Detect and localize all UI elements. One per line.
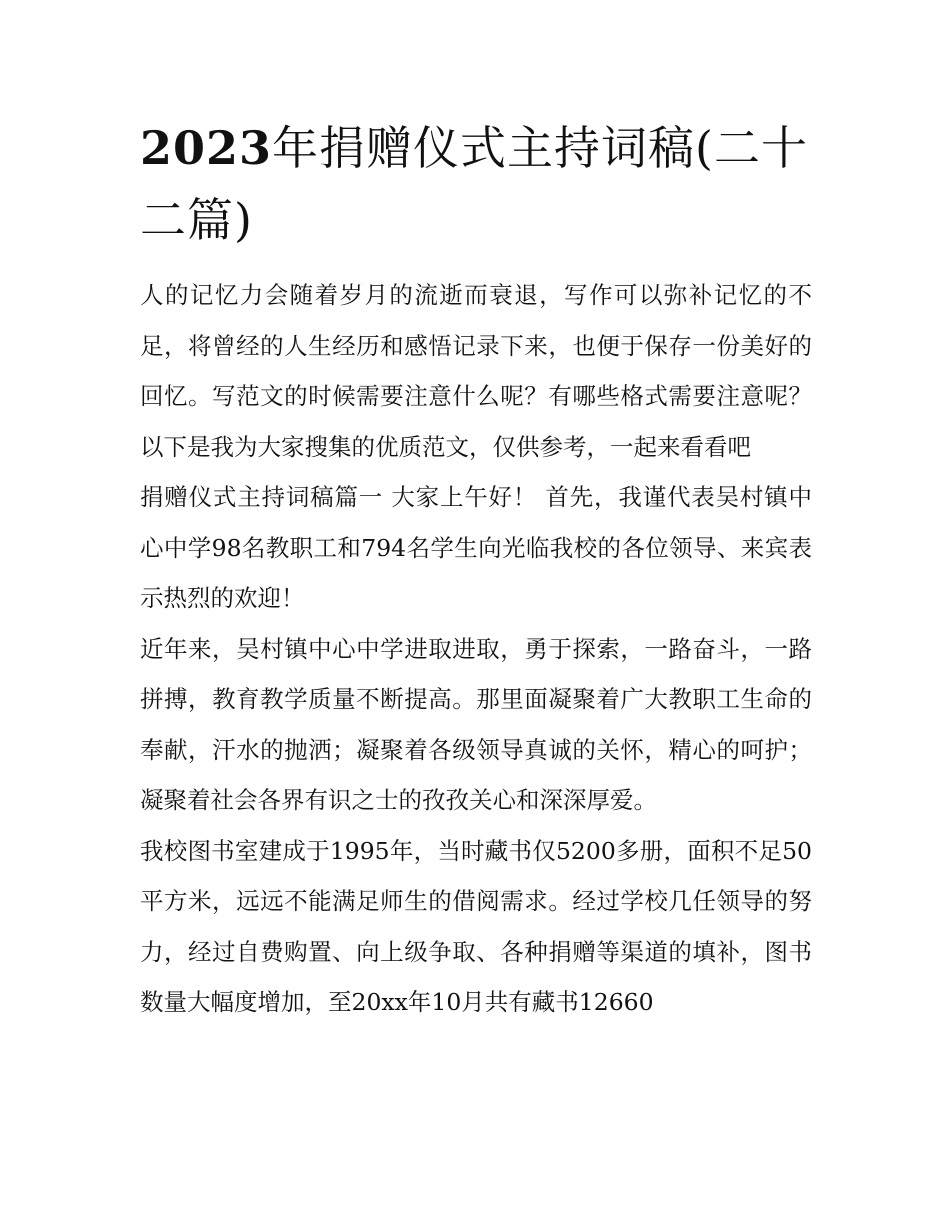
title-year: 2023 <box>140 121 273 175</box>
title-text: 年捐赠仪式主持词稿(二十二篇) <box>140 121 808 247</box>
document-page <box>140 112 812 1028</box>
school-progress-paragraph: 近年来，吴村镇中心中学进取进取，勇于探索，一路奋斗，一路拼搏，教育教学质量不断提高。那里面凝聚着广大教职工生命的奉献，汗水的抛洒；凝聚着各级领导真诚的关怀，精心的呵护；凝聚着社会各界有识之士的孜孜关心和深深厚爱。 <box>140 634 812 814</box>
library-history-paragraph: 我校图书室建成于1995年，当时藏书仅5200多册，面积不足50平方米，远远不能满足师生的借阅需求。经过学校几任领导的努力，经过自费购置、向上级争取、各种捐赠等渠道的填补，图书数量大幅度增加，至20xx年10月共有藏书12660 <box>140 836 812 1016</box>
document-title <box>140 112 812 256</box>
greeting-paragraph: 捐赠仪式主持词稿篇一 大家上午好！ 首先，我谨代表吴村镇中心中学98名教职工和794名学生向光临我校的各位领导、来宾表示热烈的欢迎！ <box>140 483 812 612</box>
intro-paragraph: 人的记忆力会随着岁月的流逝而衰退，写作可以弥补记忆的不足，将曾经的人生经历和感悟记录下来，也便于保存一份美好的回忆。写范文的时候需要注意什么呢？有哪些格式需要注意呢？以下是我为大家搜集的优质范文，仅供参考，一起来看看吧 <box>140 281 812 461</box>
